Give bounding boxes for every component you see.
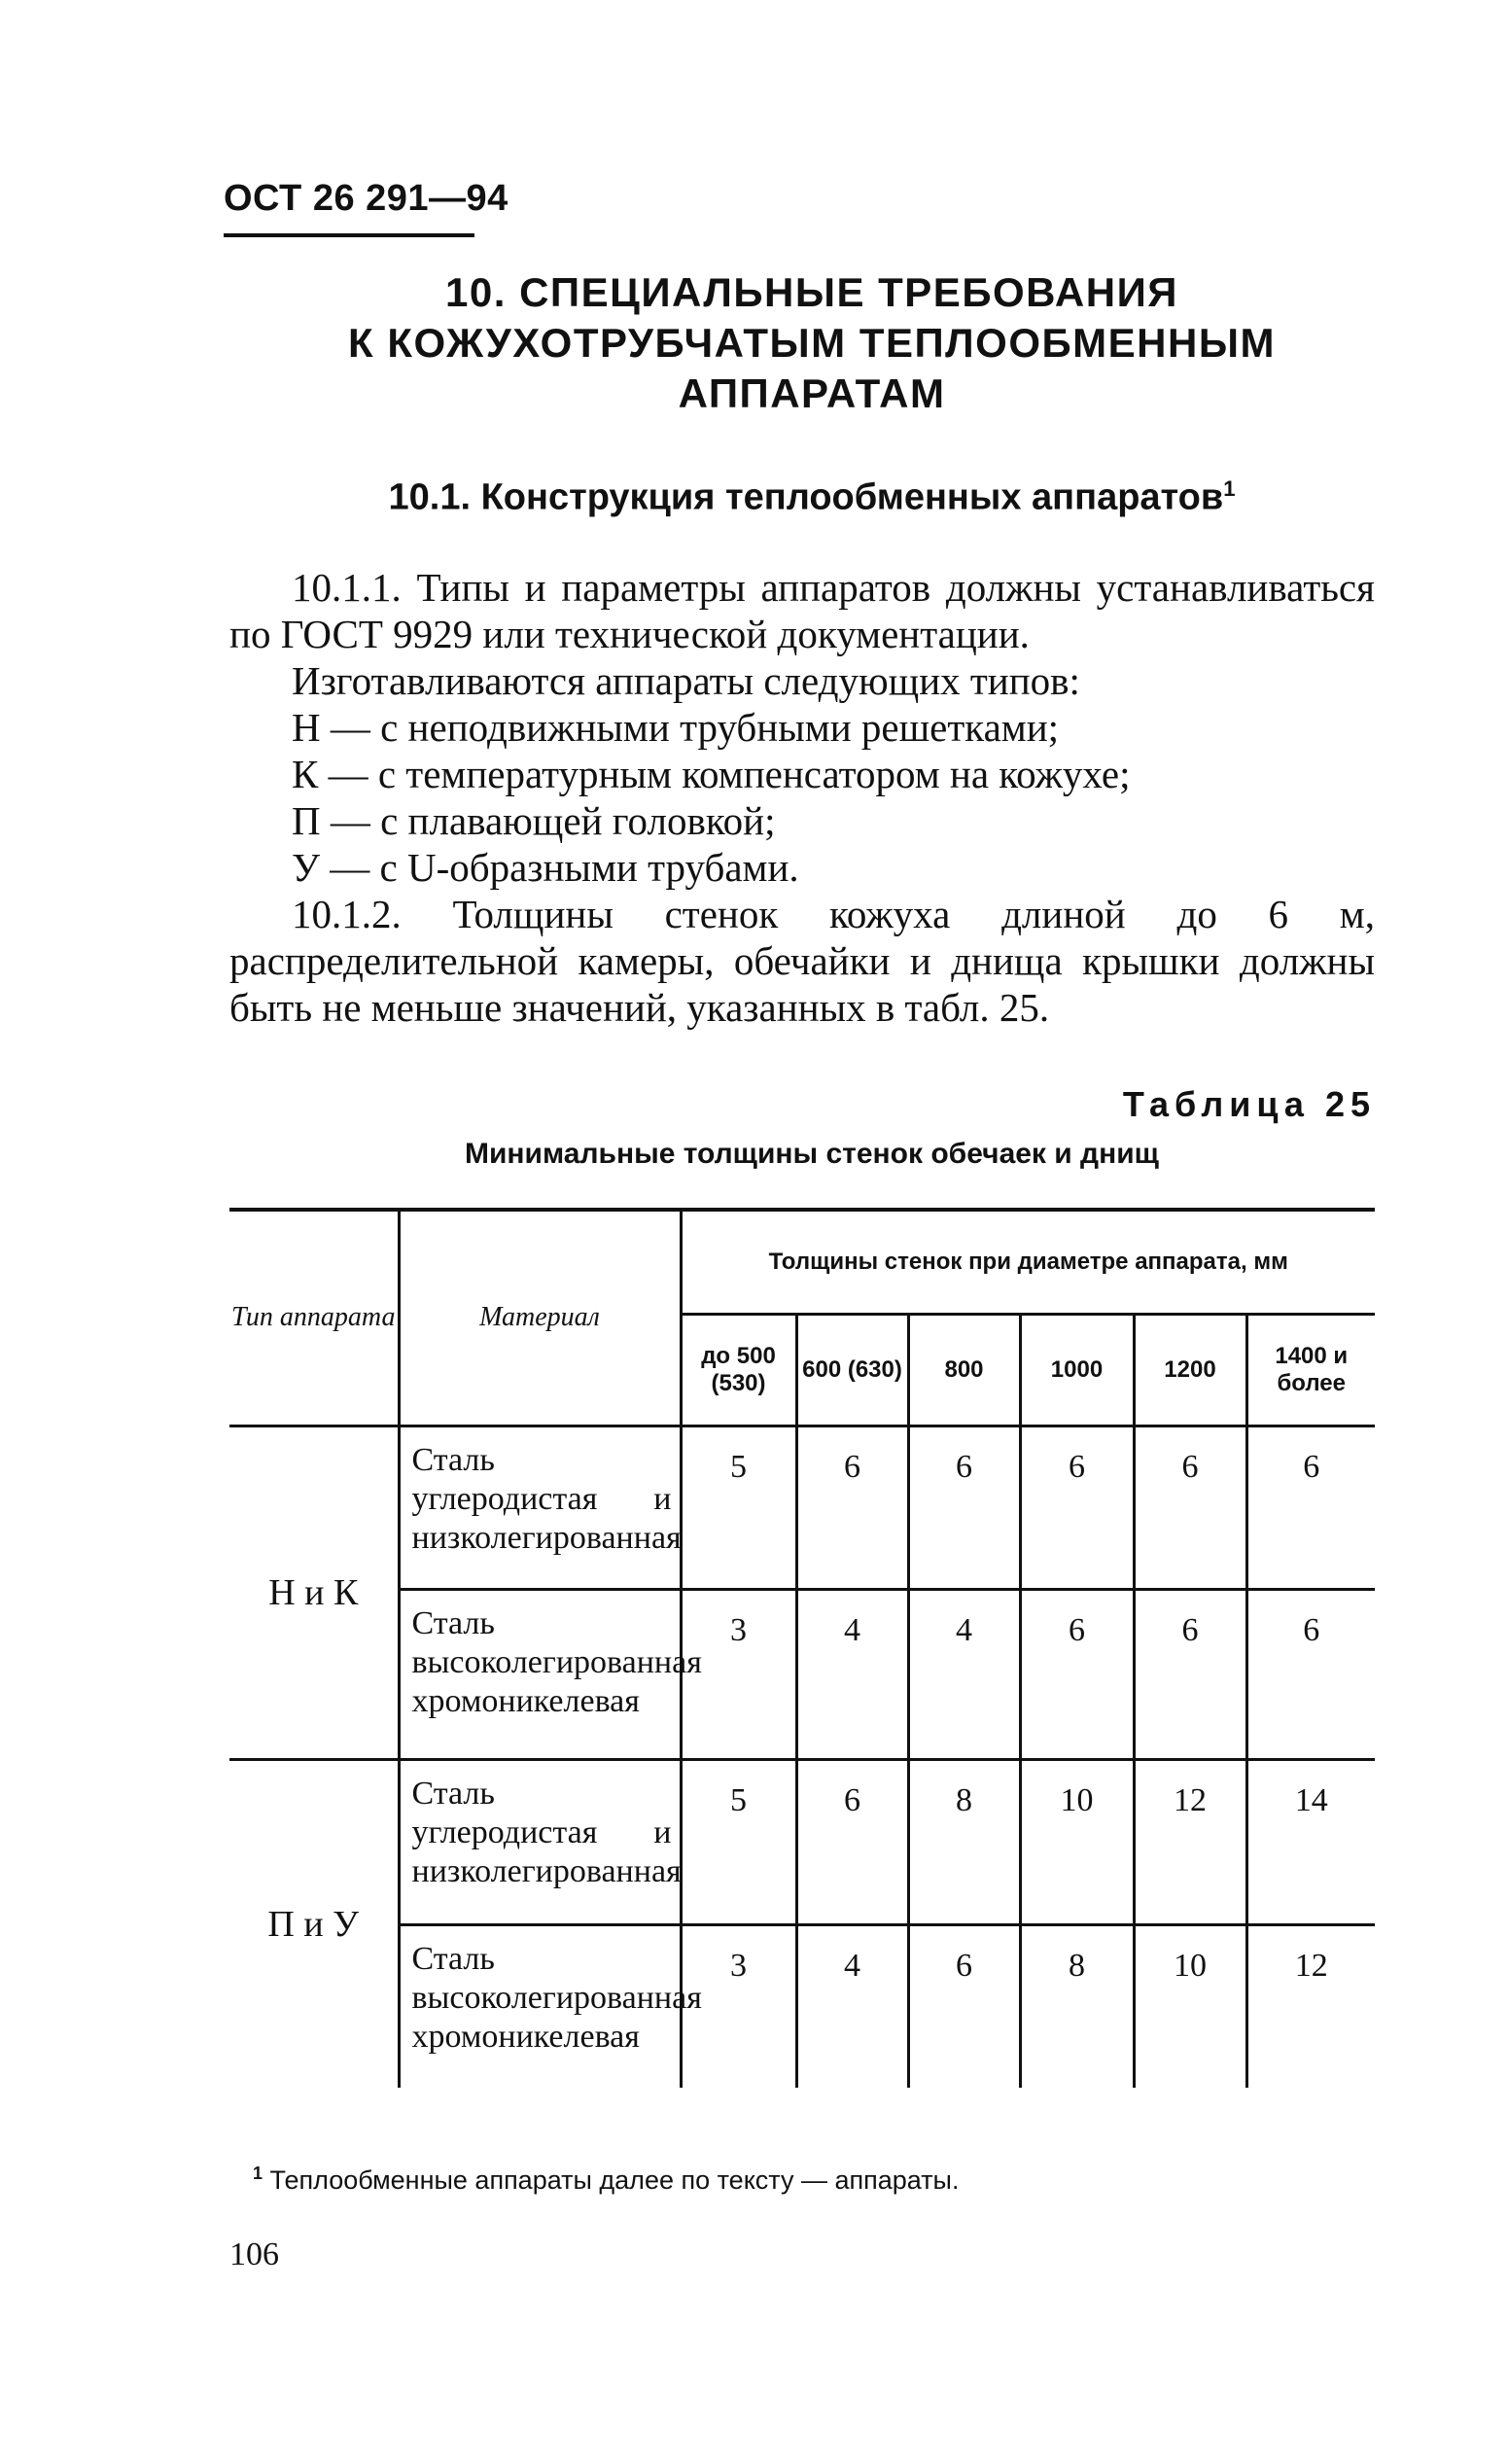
header-diameter-500: до 500 (530) <box>681 1314 796 1426</box>
table-row <box>229 1589 1375 1759</box>
table-row <box>229 1924 1375 2088</box>
value-cell: 4 <box>796 1589 908 1759</box>
table-caption: Минимальные толщины стенок обечаек и днищ <box>465 1138 1159 1170</box>
type-cell-nk: Н и К <box>229 1426 399 1759</box>
value-cell: 6 <box>1020 1589 1134 1759</box>
type-p: П — с плавающей головкой; <box>292 798 776 843</box>
header-diameter-1200: 1200 <box>1134 1314 1246 1426</box>
material-cell: Сталь углеродистая и низколегированная <box>399 1426 681 1589</box>
type-h: Н — с неподвижными трубными решетками; <box>292 705 1060 750</box>
type-cell-pu: П и У <box>267 1903 360 1945</box>
table-row <box>229 1426 1375 1589</box>
header-diameter-600: 600 (630) <box>796 1314 908 1426</box>
value-cell: 4 <box>908 1589 1020 1759</box>
footnote-mark: 1 <box>253 2164 263 2183</box>
value-cell: 6 <box>796 1759 908 1924</box>
value-cell: 6 <box>1020 1426 1134 1589</box>
thickness-table <box>229 1208 1375 2088</box>
table-row <box>229 1759 1375 1924</box>
value-cell: 8 <box>1020 1924 1134 2088</box>
material-cell: Сталь высоколегированная хромоникелевая <box>399 1924 681 2088</box>
value-cell: 6 <box>1246 1589 1375 1759</box>
header-rule <box>224 233 474 237</box>
paragraph-10-1-2: 10.1.2. Толщины стенок кожуха длиной до 6 м, распределительной камеры, обечайки и днища крышки должны быть не меньше значений, указанных в табл. 25. <box>229 892 1375 1030</box>
value-cell: 6 <box>1134 1589 1246 1759</box>
value-cell: 5 <box>681 1426 796 1589</box>
header-diameter-1000: 1000 <box>1020 1314 1134 1426</box>
table-label: Таблица 25 <box>1122 1084 1376 1124</box>
footnote-text: Теплообменные аппараты далее по тексту — аппараты. <box>269 2165 960 2195</box>
value-cell: 14 <box>1246 1759 1375 1924</box>
footnote <box>253 2164 959 2196</box>
value-cell: 6 <box>908 1426 1020 1589</box>
body-text-block-1 <box>229 564 1375 1031</box>
value-cell: 12 <box>1246 1924 1375 2088</box>
value-cell: 6 <box>1246 1426 1375 1589</box>
section-title-line-3: АППАРАТАМ <box>678 370 946 416</box>
material-cell: Сталь высоколегированная хромоникелевая <box>399 1589 681 1759</box>
material-cell: Сталь углеродистая и низколегированная <box>399 1759 681 1924</box>
value-cell: 6 <box>908 1924 1020 2088</box>
value-cell: 3 <box>681 1924 796 2088</box>
value-cell: 10 <box>1134 1924 1246 2088</box>
subsection-title-text: 10.1. Конструкция теплообменных аппаратов <box>388 476 1224 518</box>
header-type: Тип аппарата <box>229 1210 399 1426</box>
page-number: 106 <box>229 2236 279 2272</box>
types-intro: Изготавливаются аппараты следующих типов: <box>292 658 1080 703</box>
value-cell: 4 <box>796 1924 908 2088</box>
header-diameter-1400: 1400 и более <box>1246 1314 1375 1426</box>
value-cell: 10 <box>1020 1759 1134 1924</box>
value-cell: 6 <box>1134 1426 1246 1589</box>
type-k: К — с температурным компенсатором на кожухе; <box>292 752 1131 796</box>
type-u: У — с U-образными трубами. <box>292 845 799 890</box>
header-thickness-group: Толщины стенок при диаметре аппарата, мм <box>681 1210 1375 1314</box>
value-cell: 3 <box>681 1589 796 1759</box>
value-cell: 6 <box>796 1426 908 1589</box>
value-cell: 5 <box>681 1759 796 1924</box>
value-cell: 12 <box>1134 1759 1246 1924</box>
section-title <box>233 267 1390 419</box>
subsection-footnote-mark: 1 <box>1223 476 1236 501</box>
header-diameter-800: 800 <box>908 1314 1020 1426</box>
document-code: ОСТ 26 291—94 <box>224 178 509 219</box>
section-title-line-1: 10. СПЕЦИАЛЬНЫЕ ТРЕБОВАНИЯ <box>445 269 1178 315</box>
paragraph-10-1-1: 10.1.1. Типы и параметры аппаратов должны устанавливаться по ГОСТ 9929 или технической документации. <box>229 565 1375 656</box>
subsection-title <box>233 476 1390 519</box>
section-title-line-2: К КОЖУХОТРУБЧАТЫМ ТЕПЛООБМЕННЫМ <box>348 320 1276 366</box>
value-cell: 8 <box>908 1759 1020 1924</box>
header-material: Материал <box>399 1210 681 1426</box>
